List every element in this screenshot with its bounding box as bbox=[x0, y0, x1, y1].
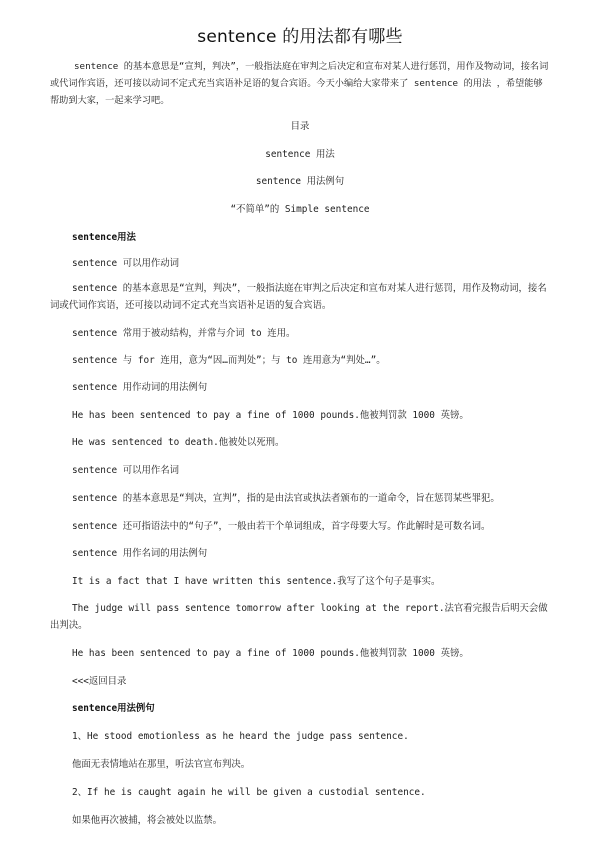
paragraph: sentence 还可指语法中的“句子”，一般由若干个单词组成，首字母要大写。作此解时是可数名词。 bbox=[72, 521, 491, 532]
paragraph: sentence 的基本意思是“宣判，判决”，一般指法庭在审判之后决定和宣布对某人进行惩罚，用作及物动词，接名词或代词作宾语，还可接以动词不定式充当宾语补足语的复合宾语。 bbox=[50, 283, 547, 311]
toc-item-sentence-usage[interactable]: sentence 用法 bbox=[265, 149, 335, 160]
toc-item-simple-sentence[interactable]: “不简单”的 Simple sentence bbox=[230, 204, 370, 215]
example-sentence: 1、He stood emotionless as he heard the judge pass sentence. bbox=[72, 731, 409, 742]
example-sentence: 2、If he is caught again he will be given a custodial sentence. bbox=[72, 787, 426, 798]
toc-title: 目录 bbox=[290, 121, 310, 132]
paragraph: sentence 用作名词的用法例句 bbox=[72, 548, 208, 559]
example-sentence: He was sentenced to death.他被处以死刑。 bbox=[72, 437, 285, 448]
example-sentence: He has been sentenced to pay a fine of 1000 pounds.他被判罚款 1000 英镑。 bbox=[72, 410, 469, 421]
paragraph: sentence 与 for 连用，意为“因…而判处”；与 to 连用意为“判处…”。 bbox=[72, 355, 386, 366]
back-to-toc-link[interactable]: <<<返回目录 bbox=[72, 676, 127, 687]
paragraph: sentence 的基本意思是“判决，宣判”，指的是由法官或执法者颁布的一道命令，旨在惩罚某些罪犯。 bbox=[72, 493, 500, 504]
paragraph: sentence 常用于被动结构，并常与介词 to 连用。 bbox=[72, 328, 296, 339]
paragraph: sentence 可以用作名词 bbox=[72, 465, 180, 476]
section-heading-examples: sentence用法例句 bbox=[72, 703, 155, 714]
toc-item-sentence-examples[interactable]: sentence 用法例句 bbox=[255, 176, 345, 187]
page-title: sentence 的用法都有哪些 bbox=[197, 27, 403, 47]
example-translation: 如果他再次被捕，将会被处以监禁。 bbox=[72, 815, 223, 826]
example-translation: 他面无表情地站在那里，听法官宣布判决。 bbox=[72, 759, 251, 770]
paragraph: sentence 可以用作动词 bbox=[72, 258, 180, 269]
intro-paragraph: sentence 的基本意思是“宣判，判决”，一般指法庭在审判之后决定和宣布对某人进行惩罚，用作及物动词，接名词或代词作宾语，还可接以动词不定式充当宾语补足语的复合宾语。今天小编给大家带来了 sentence 的用法 ，希望能够帮助到大家，一起来学习吧。 bbox=[50, 61, 549, 106]
example-sentence: He has been sentenced to pay a fine of 1000 pounds.他被判罚款 1000 英镑。 bbox=[72, 648, 469, 659]
section-heading-usage: sentence用法 bbox=[72, 232, 136, 243]
paragraph: sentence 用作动词的用法例句 bbox=[72, 382, 208, 393]
example-sentence: The judge will pass sentence tomorrow after looking at the report.法官看完报告后明天会做出判决。 bbox=[50, 603, 548, 631]
example-sentence: It is a fact that I have written this sentence.我写了这个句子是事实。 bbox=[72, 576, 441, 587]
